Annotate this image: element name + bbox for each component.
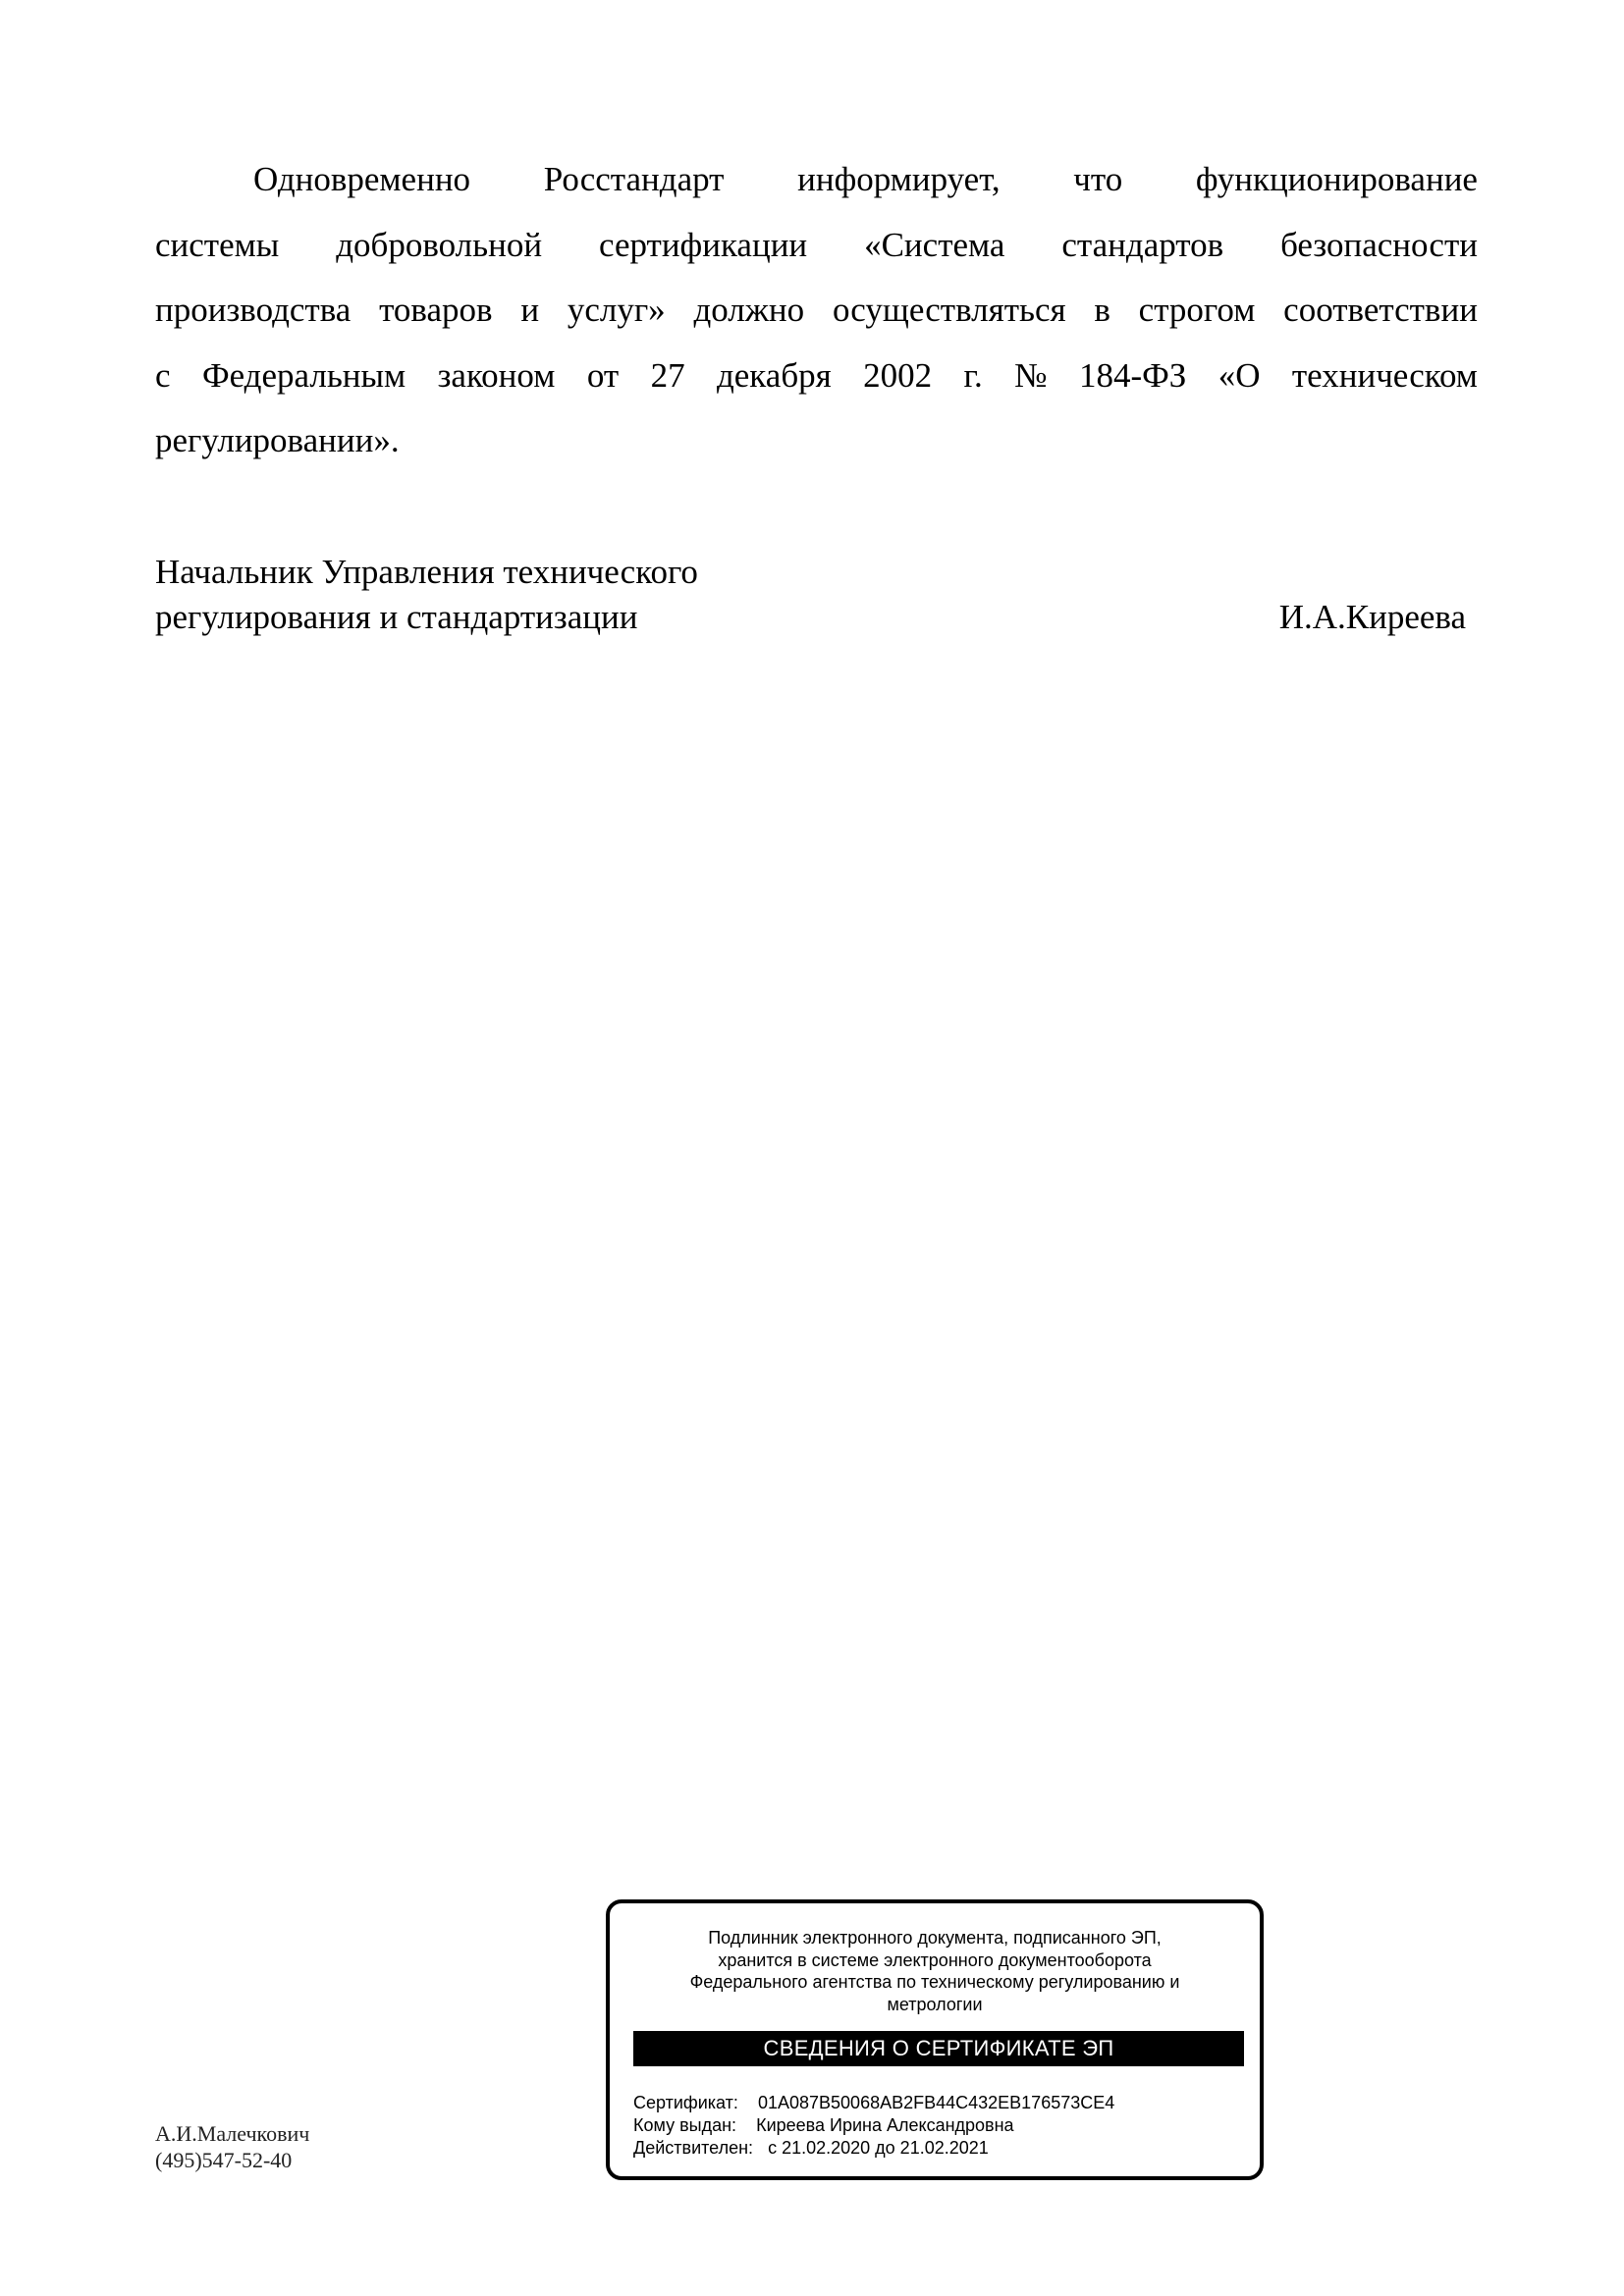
stamp-notice: [629, 1927, 1240, 2015]
word: с: [155, 355, 171, 395]
word: добровольной: [336, 225, 543, 264]
word: осуществляться: [832, 291, 1066, 329]
word: 27: [650, 355, 685, 395]
word: Федеральным: [201, 355, 406, 395]
certificate-value: 01A087B50068AB2FB44C432EB176573CE4: [757, 2093, 1115, 2112]
word: техническом: [1291, 355, 1478, 395]
validity-row: [633, 2137, 1244, 2160]
validity-label: Действителен:: [633, 2138, 754, 2158]
word: «Система: [864, 225, 1005, 264]
stamp-header: СВЕДЕНИЯ О СЕРТИФИКАТЕ ЭП: [633, 2031, 1244, 2066]
word: функционирование: [1195, 160, 1478, 198]
word: и: [520, 291, 540, 329]
word: г.: [963, 355, 983, 395]
word: законом: [437, 355, 556, 395]
word: Росстандарт: [543, 160, 725, 198]
word: сертификации: [598, 225, 808, 264]
issued-to-label: Кому выдан:: [633, 2115, 737, 2135]
word: от: [586, 355, 620, 395]
word: информирует,: [797, 160, 1001, 198]
paragraph-line-4: [155, 344, 1478, 409]
validity-value: с 21.02.2020 до 21.02.2021: [768, 2138, 989, 2158]
word: услуг»: [567, 291, 666, 329]
electronic-signature-stamp: [606, 1899, 1264, 2180]
word: 184-ФЗ: [1078, 355, 1187, 395]
signer-position-line-2: регулирования и стандартизации: [155, 598, 638, 636]
signature-row: [155, 595, 1478, 640]
issued-to-row: [633, 2114, 1244, 2137]
paragraph-line-1: [155, 147, 1478, 213]
word: стандартов: [1061, 225, 1224, 264]
paragraph-line-2: [155, 213, 1478, 279]
word: Одновременно: [253, 160, 471, 198]
certificate-label: Сертификат:: [633, 2093, 738, 2112]
word: 2002: [863, 355, 933, 395]
signer-name: И.А.Киреева: [1278, 598, 1466, 636]
letter-paragraph: [155, 147, 1478, 474]
word: «О: [1218, 355, 1261, 395]
executor-phone: (495)547-52-40: [155, 2148, 293, 2172]
certificate-row: [633, 2092, 1244, 2114]
word: системы: [155, 225, 280, 264]
paragraph-line-5: регулировании».: [155, 421, 400, 459]
stamp-notice-line: хранится в системе электронного документооборота: [718, 1949, 1152, 1970]
executor-info: [155, 2120, 309, 2173]
word: безопасности: [1280, 225, 1478, 264]
executor-name: А.И.Малечкович: [155, 2121, 310, 2146]
paragraph-line-3: [155, 278, 1478, 344]
stamp-notice-line: метрологии: [887, 1994, 983, 2014]
word: производства: [155, 291, 352, 329]
signer-position-line-1: Начальник Управления технического: [155, 553, 698, 591]
stamp-notice-line: Федерального агентства по техническому регулированию и: [689, 1972, 1180, 1992]
word: соответствии: [1283, 291, 1478, 329]
word: декабря: [716, 355, 832, 395]
issued-to-value: Киреева Ирина Александровна: [756, 2115, 1014, 2135]
word: должно: [693, 291, 805, 329]
stamp-details: [633, 2092, 1244, 2160]
word: в: [1094, 291, 1110, 329]
stamp-notice-line: Подлинник электронного документа, подписанного ЭП,: [708, 1928, 1162, 1948]
word: что: [1073, 160, 1123, 198]
word: строгом: [1138, 291, 1256, 329]
word: №: [1014, 355, 1048, 395]
word: товаров: [379, 291, 493, 329]
signature-block: [155, 550, 1478, 640]
